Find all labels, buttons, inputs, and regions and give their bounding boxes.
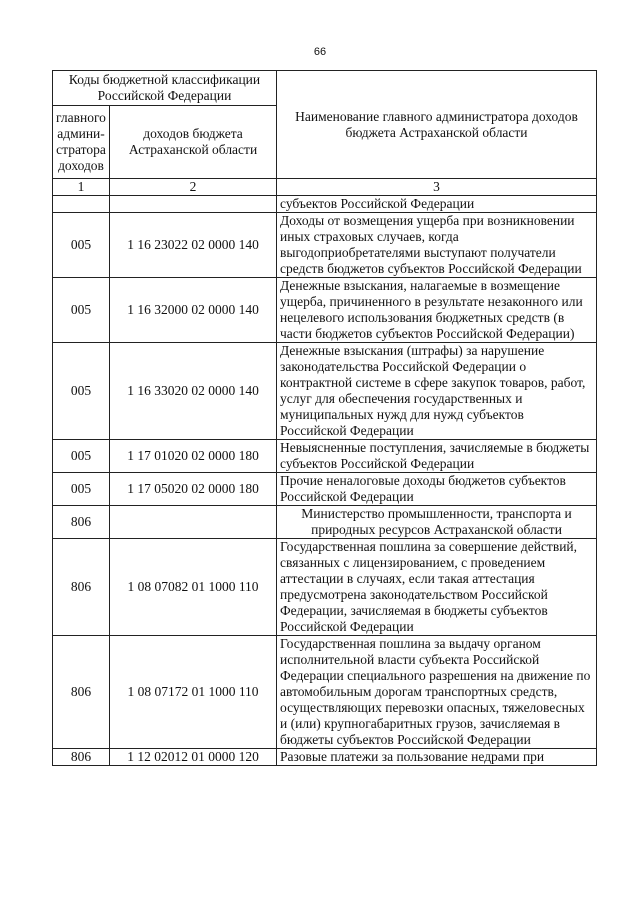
header-name-column: Наименование главного администратора доходов бюджета Астраханской области (277, 71, 597, 179)
header-row-numbers (53, 179, 597, 196)
name-cell: Прочие неналоговые доходы бюджетов субъектов Российской Федерации (277, 473, 597, 506)
admin-code-cell: 005 (53, 440, 110, 473)
header-number-3: 3 (277, 179, 597, 196)
admin-code-cell: 806 (53, 506, 110, 539)
admin-code-cell: 005 (53, 473, 110, 506)
table-row (53, 440, 597, 473)
table-body (53, 196, 597, 766)
table-row (53, 278, 597, 343)
header-row-group (53, 71, 597, 106)
admin-code-cell: 005 (53, 343, 110, 440)
table-row (53, 473, 597, 506)
administrator-name-cell: Министерство промышленности, транспорта и природных ресурсов Астраханской области (277, 506, 597, 539)
name-cell: субъектов Российской Федерации (277, 196, 597, 213)
header-number-1: 1 (53, 179, 110, 196)
page-number: 66 (313, 46, 327, 58)
header-number-2: 2 (110, 179, 277, 196)
table-row (53, 196, 597, 213)
name-cell: Государственная пошлина за выдачу органом исполнительной власти субъекта Российской Федерации специального разрешения на движение по автомобильным дорогам транспортных средств, осуществляющих перевозки опасных, тяжеловесных и (или) крупногабаритных грузов, зачисляемая в бюджеты субъектов Российской Федерации (277, 636, 597, 749)
table-row (53, 636, 597, 749)
name-cell: Невыясненные поступления, зачисляемые в бюджеты субъектов Российской Федерации (277, 440, 597, 473)
table-header (53, 71, 597, 196)
table-row (53, 539, 597, 636)
name-cell: Государственная пошлина за совершение действий, связанных с лицензированием, с проведением аттестации в случаях, если такая аттестация предусмотрена законодательством Российской Федерации, зачисляемая в бюджеты субъектов Российской Федерации (277, 539, 597, 636)
income-code-cell (110, 196, 277, 213)
name-cell: Разовые платежи за пользование недрами при (277, 749, 597, 766)
admin-code-cell: 806 (53, 636, 110, 749)
admin-code-cell: 806 (53, 539, 110, 636)
table-row (53, 343, 597, 440)
header-admin-column: главного админи-стратора доходов (53, 106, 110, 179)
income-code-cell: 1 08 07172 01 1000 110 (110, 636, 277, 749)
income-code-cell: 1 12 02012 01 0000 120 (110, 749, 277, 766)
header-codes-group: Коды бюджетной классификации Российской Федерации (53, 71, 277, 106)
budget-classification-table (52, 70, 597, 766)
admin-code-cell: 005 (53, 213, 110, 278)
income-code-cell: 1 17 01020 02 0000 180 (110, 440, 277, 473)
income-code-cell (110, 506, 277, 539)
income-code-cell: 1 08 07082 01 1000 110 (110, 539, 277, 636)
table-row (53, 213, 597, 278)
header-income-column: доходов бюджета Астраханской области (110, 106, 277, 179)
admin-code-cell (53, 196, 110, 213)
admin-code-cell: 806 (53, 749, 110, 766)
income-code-cell: 1 16 33020 02 0000 140 (110, 343, 277, 440)
admin-code-cell: 005 (53, 278, 110, 343)
name-cell: Денежные взыскания (штрафы) за нарушение законодательства Российской Федерации о контрактной системе в сфере закупок товаров, работ, услуг для обеспечения государственных и муниципальных нужд для нужд субъектов Российской Федерации (277, 343, 597, 440)
income-code-cell: 1 16 23022 02 0000 140 (110, 213, 277, 278)
income-code-cell: 1 17 05020 02 0000 180 (110, 473, 277, 506)
table-row (53, 506, 597, 539)
name-cell: Денежные взыскания, налагаемые в возмещение ущерба, причиненного в результате незаконного или нецелевого использования бюджетных средств (в части бюджетов субъектов Российской Федерации) (277, 278, 597, 343)
name-cell: Доходы от возмещения ущерба при возникновении иных страховых случаев, когда выгодоприобретателями выступают получатели средств бюджетов субъектов Российской Федерации (277, 213, 597, 278)
income-code-cell: 1 16 32000 02 0000 140 (110, 278, 277, 343)
table-row (53, 749, 597, 766)
